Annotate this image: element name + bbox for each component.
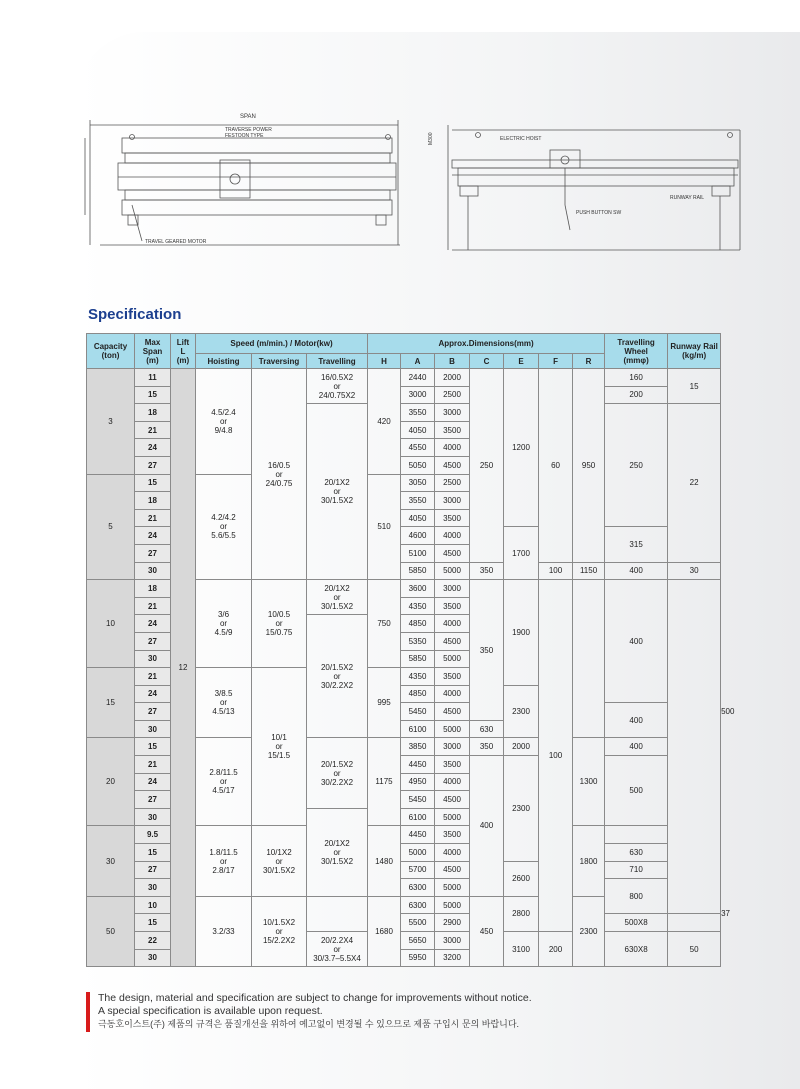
r-cell: 950	[573, 369, 605, 563]
b-cell: 3000	[435, 492, 470, 510]
a-cell: 5050	[401, 456, 435, 474]
span-cell: 15	[135, 914, 171, 932]
b-cell: 3200	[435, 949, 470, 967]
e-cell: 2300	[504, 756, 539, 862]
a-cell: 4350	[401, 668, 435, 686]
a-cell: 3600	[401, 580, 435, 598]
a-cell: 5500	[401, 914, 435, 932]
hoisting-cell: 4.2/4.2 or 5.6/5.5	[196, 474, 252, 580]
b-cell: 3500	[435, 421, 470, 439]
note-line-korean: 극동호이스트(주) 제품의 규격은 품질개선을 위하여 예고없이 변경될 수 있으므로 제품 구입시 문의 바랍니다.	[98, 1019, 520, 1029]
a-cell: 3550	[401, 492, 435, 510]
a-cell: 2440	[401, 369, 435, 387]
b-cell: 5000	[435, 720, 470, 738]
travelling-cell: 20/2.2X4 or 30/3.7–5.5X4	[307, 932, 368, 967]
a-cell: 5450	[401, 703, 435, 721]
span-cell: 30	[135, 650, 171, 668]
b-cell: 5000	[435, 896, 470, 914]
span-cell: 24	[135, 615, 171, 633]
traversing-header: Traversing	[252, 354, 307, 369]
b-cell: 4000	[435, 615, 470, 633]
span-cell: 15	[135, 474, 171, 492]
h-cell: 420	[368, 369, 401, 475]
f-cell: 100	[539, 580, 573, 932]
a-cell: 4350	[401, 597, 435, 615]
a-cell: 3000	[401, 386, 435, 404]
e-cell: 2800	[504, 896, 539, 931]
b-cell: 3500	[435, 509, 470, 527]
a-cell: 5850	[401, 562, 435, 580]
travelling-header: Travelling	[307, 354, 368, 369]
traverse-power-label: TRAVERSE POWER	[225, 127, 272, 133]
a-cell: 3050	[401, 474, 435, 492]
travelling-cell: 20/1X2 or 30/1.5X2	[307, 580, 368, 615]
r-header: R	[573, 354, 605, 369]
a-cell: 6100	[401, 720, 435, 738]
b-cell: 5000	[435, 879, 470, 897]
electric-hoist-label: ELECTRIC HOIST	[500, 136, 542, 142]
e-header: E	[504, 354, 539, 369]
span-cell: 27	[135, 861, 171, 879]
span-cell: 21	[135, 668, 171, 686]
h-cell: 750	[368, 580, 401, 668]
b-cell: 4000	[435, 773, 470, 791]
span-cell: 21	[135, 421, 171, 439]
a-cell: 5950	[401, 949, 435, 967]
a-cell: 4850	[401, 615, 435, 633]
e-cell: 1900	[504, 580, 539, 686]
span-cell: 21	[135, 756, 171, 774]
wheel-cell: 315	[605, 527, 668, 562]
c-cell: 350	[470, 562, 504, 580]
a-cell: 4550	[401, 439, 435, 457]
capacity-cell: 3	[87, 369, 135, 475]
span-cell: 18	[135, 580, 171, 598]
b-cell: 2000	[435, 369, 470, 387]
b-cell: 3500	[435, 597, 470, 615]
traversing-cell: 16/0.5 or 24/0.75	[252, 369, 307, 580]
a-cell: 4050	[401, 421, 435, 439]
hoisting-cell: 3.2/33	[196, 896, 252, 966]
span-cell: 27	[135, 791, 171, 809]
e-cell: 2300	[504, 685, 539, 738]
a-cell: 4950	[401, 773, 435, 791]
wheel-cell: 160	[605, 369, 668, 387]
a-cell: 6300	[401, 879, 435, 897]
travel-motor-label: TRAVEL GEARED MOTOR	[145, 239, 207, 245]
span-cell: 21	[135, 509, 171, 527]
r-cell	[573, 580, 605, 738]
traversing-cell: 10/0.5 or 15/0.75	[252, 580, 307, 668]
capacity-cell: 50	[87, 896, 135, 966]
wheel-cell: 200	[605, 386, 668, 404]
hoisting-header: Hoisting	[196, 354, 252, 369]
c-cell: 250	[470, 369, 504, 563]
span-label: SPAN	[240, 114, 256, 120]
a-cell: 5100	[401, 544, 435, 562]
a-cell: 5850	[401, 650, 435, 668]
note-line-1: The design, material and specification are subject to change for improvements without notice.	[98, 992, 532, 1004]
wheel-cell: 630	[605, 844, 668, 862]
c-header: C	[470, 354, 504, 369]
h-header: H	[368, 354, 401, 369]
c-cell: 350	[470, 580, 504, 721]
travelling-cell: 16/0.5X2 or 24/0.75X2	[307, 369, 368, 404]
r-cell: 1300	[573, 738, 605, 826]
b-cell: 3500	[435, 668, 470, 686]
span-cell: 24	[135, 439, 171, 457]
b-cell: 4500	[435, 456, 470, 474]
h-cell: 1480	[368, 826, 401, 896]
traversing-cell: 10/1 or 15/1.5	[252, 668, 307, 826]
b-cell: 4000	[435, 685, 470, 703]
wheel-cell: 500	[605, 756, 668, 826]
span-cell: 10	[135, 896, 171, 914]
span-cell: 27	[135, 456, 171, 474]
wheel-cell: 500X8	[605, 914, 668, 932]
span-cell: 11	[135, 369, 171, 387]
b-cell: 4000	[435, 527, 470, 545]
travelling-wheel-header: Travelling Wheel (mmφ)	[605, 334, 668, 369]
b-cell: 3000	[435, 580, 470, 598]
wheel-cell: 630X8	[605, 932, 668, 967]
span-cell: 15	[135, 386, 171, 404]
rail-cell: 22	[668, 404, 721, 562]
a-header: A	[401, 354, 435, 369]
span-cell: 27	[135, 632, 171, 650]
runway-rail-header: Runway Rail (kg/m)	[668, 334, 721, 369]
span-cell: 24	[135, 685, 171, 703]
rail-cell	[668, 580, 721, 914]
wheel-cell: 400	[605, 562, 668, 580]
f-cell: 100	[539, 562, 573, 580]
b-cell: 4000	[435, 439, 470, 457]
span-cell: 27	[135, 544, 171, 562]
note-line-2: A special specification is available upon request.	[98, 1004, 323, 1017]
h-cell: 1680	[368, 896, 401, 966]
wheel-cell: 710	[605, 861, 668, 879]
span-cell: 15	[135, 738, 171, 756]
m300-label: M300	[428, 132, 434, 145]
a-cell: 6100	[401, 808, 435, 826]
span-cell: 22	[135, 932, 171, 950]
r-cell: 1150	[573, 562, 605, 580]
rail-cell: 30	[668, 562, 721, 580]
capacity-cell: 30	[87, 826, 135, 896]
f-cell: 200	[539, 932, 573, 967]
b-cell: 3500	[435, 826, 470, 844]
b-cell: 5000	[435, 808, 470, 826]
b-header: B	[435, 354, 470, 369]
specification-table	[86, 333, 721, 967]
capacity-cell: 20	[87, 738, 135, 826]
b-cell: 4500	[435, 861, 470, 879]
travelling-cell: 20/1X2 or 30/1.5X2	[307, 404, 368, 580]
a-cell: 3550	[401, 404, 435, 422]
traversing-cell: 10/1X2 or 30/1.5X2	[252, 826, 307, 896]
a-cell: 3850	[401, 738, 435, 756]
e-cell: 1700	[504, 527, 539, 580]
crane-technical-drawing	[80, 105, 760, 265]
wheel-cell: 250	[605, 404, 668, 527]
notes-accent-bar	[86, 992, 90, 1032]
rail-cell: 50	[668, 932, 721, 967]
span-cell: 18	[135, 492, 171, 510]
a-cell: 4850	[401, 685, 435, 703]
h-cell: 1175	[368, 738, 401, 826]
b-cell: 3000	[435, 404, 470, 422]
e-cell: 3100	[504, 932, 539, 967]
b-cell: 3000	[435, 932, 470, 950]
span-cell: 15	[135, 844, 171, 862]
speed-motor-header: Speed (m/min.) / Motor(kw)	[196, 334, 368, 354]
e-cell: 2000	[504, 738, 539, 756]
travelling-cell	[307, 896, 368, 931]
h-cell: 995	[368, 668, 401, 738]
r-cell: 1800	[573, 826, 605, 896]
c-cell: 400	[605, 703, 668, 738]
c-cell: 400	[470, 756, 504, 897]
f-header: F	[539, 354, 573, 369]
wheel-cell: 630	[470, 720, 504, 738]
max-span-header: Max Span (m)	[135, 334, 171, 369]
wheel-cell: 400	[605, 738, 668, 756]
hoisting-cell: 4.5/2.4 or 9/4.8	[196, 369, 252, 475]
lift-cell: 12	[171, 369, 196, 967]
push-button-label: PUSH BUTTON SW	[576, 210, 622, 216]
a-cell: 5350	[401, 632, 435, 650]
travelling-cell: 20/1.5X2 or 30/2.2X2	[307, 615, 368, 738]
b-cell: 3500	[435, 756, 470, 774]
span-cell: 9.5	[135, 826, 171, 844]
e-cell: 1200	[504, 369, 539, 527]
b-cell: 5000	[435, 650, 470, 668]
table-row	[87, 369, 721, 387]
b-cell: 4000	[435, 844, 470, 862]
a-cell: 5450	[401, 791, 435, 809]
a-cell: 4050	[401, 509, 435, 527]
b-cell: 4500	[435, 703, 470, 721]
r-cell: 2300	[573, 896, 605, 966]
span-cell: 30	[135, 879, 171, 897]
a-cell: 6300	[401, 896, 435, 914]
b-cell: 4500	[435, 544, 470, 562]
capacity-header: Capacity (ton)	[87, 334, 135, 369]
wheel-cell: 800	[605, 879, 668, 914]
b-cell: 5000	[435, 562, 470, 580]
h-cell: 510	[368, 474, 401, 580]
rail-cell: 15	[668, 369, 721, 404]
travelling-cell: 20/1.5X2 or 30/2.2X2	[307, 738, 368, 808]
b-cell: 2500	[435, 386, 470, 404]
runway-rail-label: RUNWAY RAIL	[670, 195, 705, 201]
hoisting-cell: 2.8/11.5 or 4.5/17	[196, 738, 252, 826]
span-cell: 27	[135, 703, 171, 721]
f-cell: 60	[539, 369, 573, 563]
b-cell: 4500	[435, 791, 470, 809]
c-cell: 350	[470, 738, 504, 756]
hoisting-cell: 1.8/11.5 or 2.8/17	[196, 826, 252, 896]
capacity-cell: 10	[87, 580, 135, 668]
travelling-cell: 20/1X2 or 30/1.5X2	[307, 808, 368, 896]
span-cell: 30	[135, 808, 171, 826]
hoisting-cell: 3/6 or 4.5/9	[196, 580, 252, 668]
b-cell: 4500	[435, 632, 470, 650]
approx-dimensions-header: Approx.Dimensions(mm)	[368, 334, 605, 354]
span-cell: 24	[135, 773, 171, 791]
b-cell: 2900	[435, 914, 470, 932]
wheel-cell: 400	[605, 580, 668, 703]
traversing-cell: 10/1.5X2 or 15/2.2X2	[252, 896, 307, 966]
hoisting-cell: 3/8.5 or 4.5/13	[196, 668, 252, 738]
span-cell: 30	[135, 720, 171, 738]
e-cell: 2600	[504, 861, 539, 896]
capacity-cell: 15	[87, 668, 135, 738]
span-cell: 30	[135, 562, 171, 580]
b-cell: 3000	[435, 738, 470, 756]
c-cell: 450	[470, 896, 504, 966]
b-cell: 2500	[435, 474, 470, 492]
span-cell: 21	[135, 597, 171, 615]
a-cell: 5700	[401, 861, 435, 879]
a-cell: 4450	[401, 756, 435, 774]
a-cell: 5650	[401, 932, 435, 950]
a-cell: 4450	[401, 826, 435, 844]
span-cell: 30	[135, 949, 171, 967]
span-cell: 18	[135, 404, 171, 422]
a-cell: 4600	[401, 527, 435, 545]
span-cell: 24	[135, 527, 171, 545]
lift-header: Lift L (m)	[171, 334, 196, 369]
a-cell: 5000	[401, 844, 435, 862]
capacity-cell: 5	[87, 474, 135, 580]
festoon-label: FESTOON TYPE	[225, 133, 264, 139]
specification-heading: Specification	[88, 306, 182, 323]
